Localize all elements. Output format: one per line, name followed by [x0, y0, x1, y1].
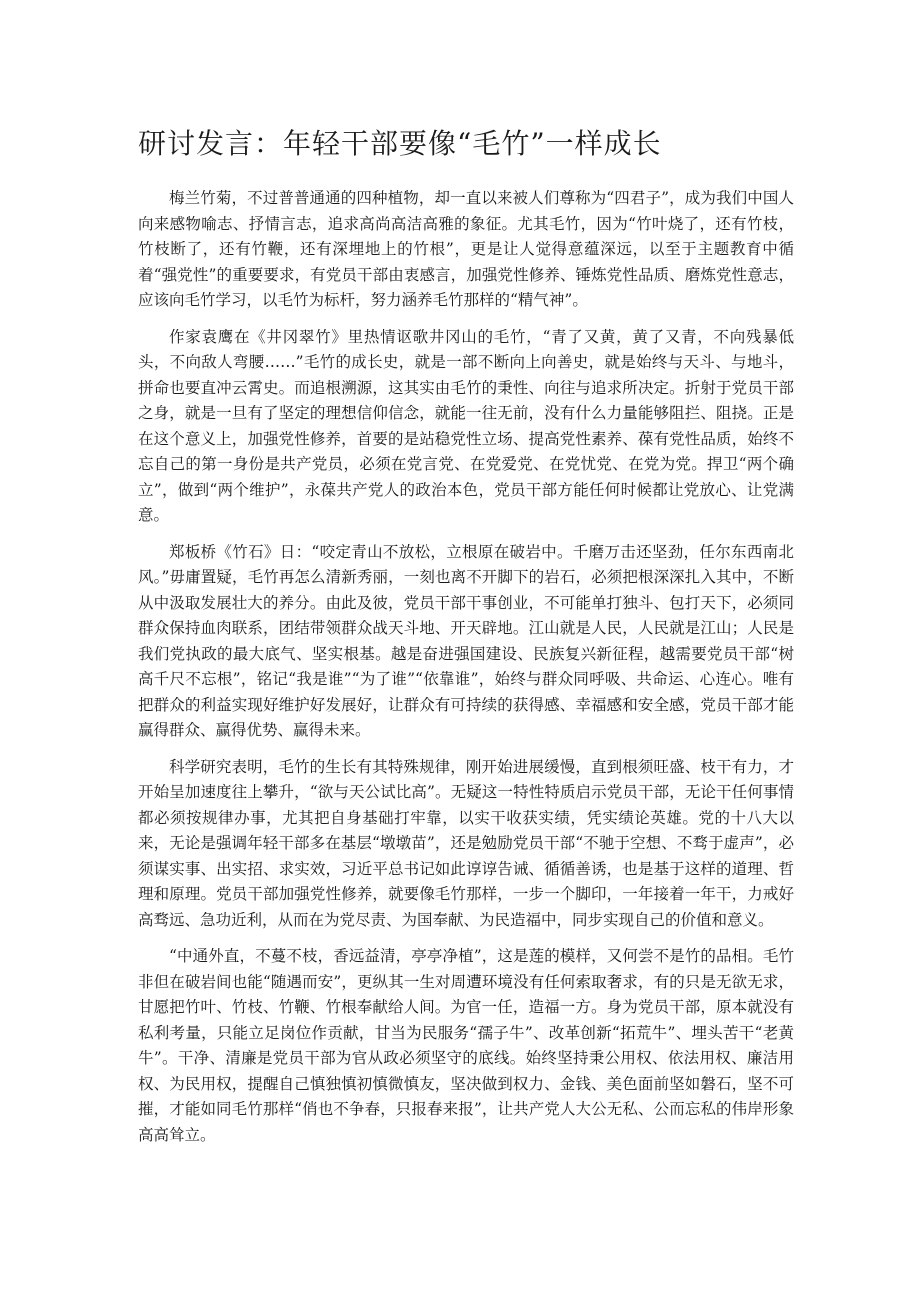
document-page [138, 124, 794, 1159]
paragraph: 作家袁鹰在《井冈翠竹》里热情讴歌井冈山的毛竹，“青了又黄，黄了又青，不向残暴低头，不向敌人弯腰……”毛竹的成长史，就是一部不断向上向善史，就是始终与天斗、与地斗，拼命也要直冲云霄史。而追根溯源，这其实由毛竹的秉性、向往与追求所决定。折射于党员干部之身，就是一旦有了坚定的理想信仰信念，就能一往无前，没有什么力量能够阻拦、阻挠。正是在这个意义上，加强党性修养，首要的是站稳党性立场、提高党性素养、葆有党性品质，始终不忘自己的第一身份是共产党员，必须在党言党、在党爱党、在党忧党、在党为党。捍卫“两个确立”，做到“两个维护”，永葆共产党人的政治本色，党员干部方能任何时候都让党放心、让党满意。 [138, 327, 794, 524]
document-title: 研讨发言：年轻干部要像“毛竹”一样成长 [138, 127, 662, 160]
paragraph: “中通外直，不蔓不枝，香远益清，亭亭净植”，这是莲的模样，又何尝不是竹的品相。毛竹非但在破岩间也能“随遇而安”，更纵其一生对周遭环境没有任何索取奢求，有的只是无欲无求，甘愿把竹叶、竹枝、竹鞭、竹根奉献给人间。为官一任，造福一方。身为党员干部，原本就没有私利考量，只能立足岗位作贡献，甘当为民服务“孺子牛”、改革创新“拓荒牛”、埋头苦干“老黄牛”。干净、清廉是党员干部为官从政必须坚守的底线。始终坚持秉公用权、依法用权、廉洁用权、为民用权，提醒自己慎独慎初慎微慎友，坚决做到权力、金钱、美色面前坚如磐石，坚不可摧，才能如同毛竹那样“俏也不争春，只报春来报”，让共产党人大公无私、公而忘私的伟岸形象高高耸立。 [138, 947, 794, 1144]
paragraph: 梅兰竹菊，不过普普通通的四种植物，却一直以来被人们尊称为“四君子”，成为我们中国人向来感物喻志、抒情言志，追求高尚高洁高雅的象征。尤其毛竹，因为“竹叶烧了，还有竹枝，竹枝断了，还有竹鞭，还有深埋地上的竹根”，更是让人觉得意蕴深远，以至于主题教育中循着“强党性”的重要要求，有党员干部由衷感言，加强党性修养、锤炼党性品质、磨炼党性意志，应该向毛竹学习，以毛竹为标杆，努力涵养毛竹那样的“精气神”。 [138, 189, 794, 309]
paragraph: 科学研究表明，毛竹的生长有其特殊规律，刚开始进展缓慢，直到根须旺盛、枝干有力，才开始呈加速度往上攀升，“欲与天公试比高”。无疑这一特性特质启示党员干部，无论干任何事情都必须按规律办事，尤其把自身基础打牢靠，以实干收获实绩，凭实绩论英雄。党的十八大以来，无论是强调年轻干部多在基层“墩墩苗”，还是勉励党员干部“不驰于空想、不骛于虚声”，必须谋实事、出实招、求实效，习近平总书记如此谆谆告诫、循循善诱，也是基于这样的道理、哲理和原理。党员干部加强党性修养，就要像毛竹那样，一步一个脚印，一年接着一年干，力戒好高骛远、急功近利，从而在为党尽责、为国奉献、为民造福中，同步实现自己的价值和意义。 [138, 757, 794, 929]
paragraph: 郑板桥《竹石》日：“咬定青山不放松，立根原在破岩中。千磨万击还坚劲，任尔东西南北风。”毋庸置疑，毛竹再怎么清新秀丽，一刻也离不开脚下的岩石，必须把根深深扎入其中，不断从中汲取发展壮大的养分。由此及彼，党员干部干事创业，不可能单打独斗、包打天下，必须同群众保持血肉联系，团结带领群众战天斗地、开天辟地。江山就是人民，人民就是江山；人民是我们党执政的最大底气、坚实根基。越是奋进强国建设、民族复兴新征程，越需要党员干部“树高千尺不忘根”，铭记“我是谁”“为了谁”“依靠谁”，始终与群众同呼吸、共命运、心连心。唯有把群众的利益实现好维护好发展好，让群众有可持续的获得感、幸福感和安全感，党员干部才能赢得群众、赢得优势、赢得未来。 [138, 542, 794, 739]
